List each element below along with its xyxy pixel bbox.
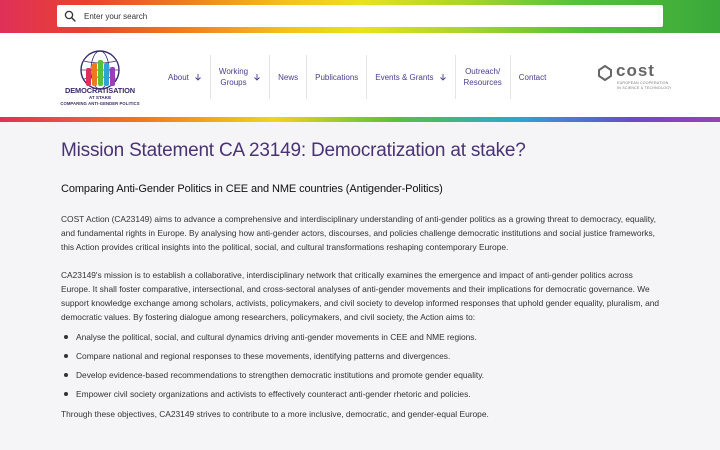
nav-label: Working Groups [218, 67, 249, 87]
list-item: Compare national and regional responses to these movements, identifying patterns and divergences. [61, 350, 661, 362]
nav-publications[interactable] [307, 55, 367, 99]
list-item: Develop evidence-based recommendations to strengthen democratic institutions and promote gender equality. [61, 369, 661, 381]
nav-label: About [168, 72, 189, 82]
nav-label: Events & Grants [375, 72, 434, 82]
main-content [61, 140, 661, 421]
arrow-down-icon [194, 73, 202, 81]
cost-logo-icon[interactable] [596, 64, 614, 82]
list-item: Empower civil society organizations and activists to effectively counteract anti-gender rhetoric and policies. [61, 388, 661, 400]
nav-contact[interactable] [511, 55, 555, 99]
objectives-list [61, 331, 661, 400]
cost-logo-line2: IN SCIENCE & TECHNOLOGY [617, 86, 672, 90]
paragraph-mission: CA23149's mission is to establish a collaborative, interdisciplinary network that critically examines the emergence and impact of anti-gender politics across Europe. It shall foster comparative, intersectional, and cross-sectoral analyses of anti-gender movements and their implications for democratic governance. We support knowledge exchange among scholars, activists, policymakers, and civil society to develop informed responses that uphold gender equality, pluralism, and democratic values. By fostering dialogue among researchers, policymakers, and civil society, the Action aims to: [61, 270, 660, 322]
search-box[interactable] [57, 5, 663, 27]
page-subtitle: Comparing Anti-Gender Politics in CEE and NME countries (Antigender-Politics) [61, 183, 443, 195]
arrow-down-icon [439, 73, 447, 81]
paragraph-intro: COST Action (CA23149) aims to advance a comprehensive and interdisciplinary understanding of anti-gender politics as a growing threat to democracy, equality, and fundamental rights in Europe. By analysing how anti-gender actors, discourses, and policies challenge democratic institutions and social justice frameworks, this Action provides critical insights into the political, social, and cultural transformations reshaping contemporary Europe. [61, 214, 656, 252]
rainbow-divider [0, 117, 720, 122]
search-icon [64, 10, 76, 22]
arrow-down-icon [253, 73, 261, 81]
logo-subtitle: AT STAKE [88, 95, 112, 100]
nav-label: Publications [315, 72, 359, 82]
nav-label: Outreach/ Resources [463, 67, 502, 87]
page-title: Mission Statement CA 23149: Democratization at stake? [61, 140, 526, 161]
paragraph-closing: Through these objectives, CA23149 strives to contribute to a more inclusive, democratic, and gender-equal Europe. [61, 409, 489, 419]
nav-about[interactable] [160, 55, 211, 99]
nav-label: News [278, 72, 299, 82]
list-item: Analyse the political, social, and cultural dynamics driving anti-gender movements in CEE and NME regions. [61, 331, 661, 343]
cost-logo-line1: EUROPEAN COOPERATION [617, 81, 669, 85]
nav-outreach-resources[interactable] [456, 55, 511, 99]
nav-news[interactable] [270, 55, 307, 99]
nav-label: Contact [518, 72, 547, 82]
cost-logo-word: cost [616, 61, 655, 80]
nav-events-grants[interactable] [367, 55, 455, 99]
logo-title: DEMOCRATISATION [64, 86, 136, 95]
logo-tagline: COMPARING ANTI-GENDER POLITICS [60, 101, 140, 106]
nav-working-groups[interactable] [211, 55, 270, 99]
search-input[interactable] [84, 12, 644, 21]
main-nav [160, 55, 554, 99]
top-search-bar [0, 0, 720, 33]
